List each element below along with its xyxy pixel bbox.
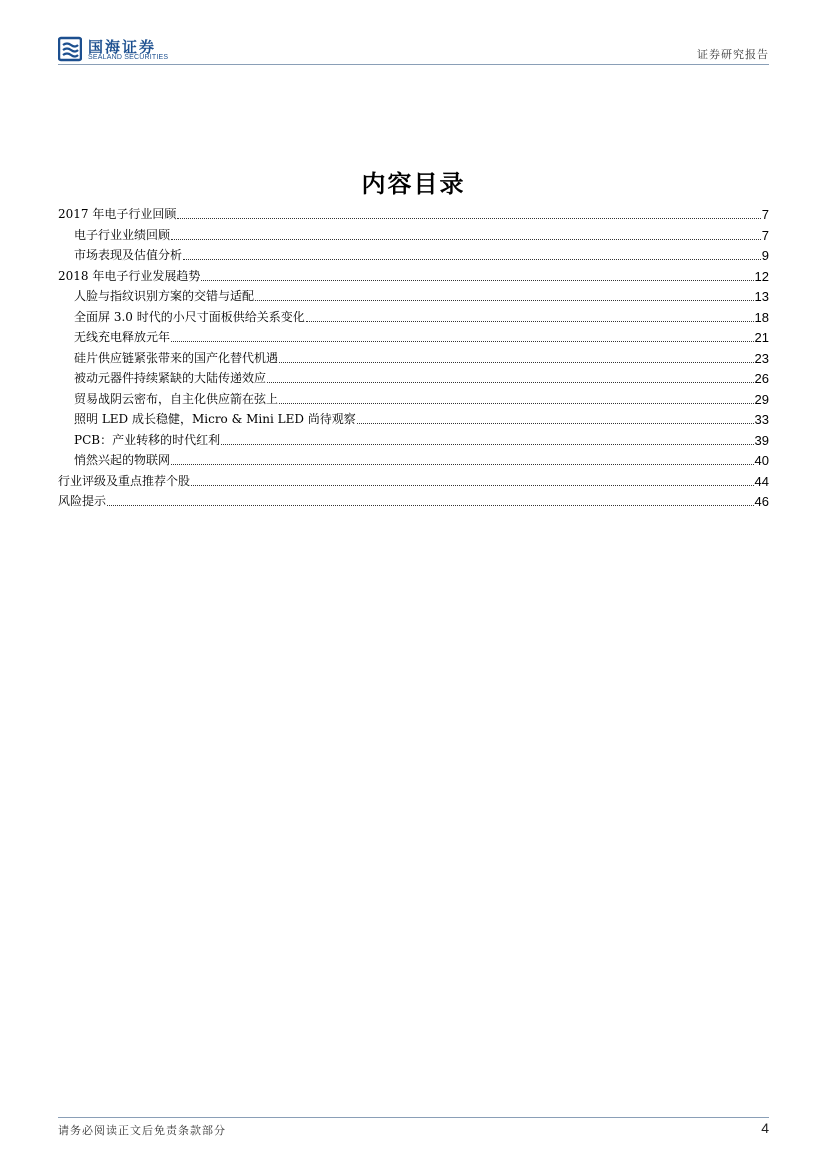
toc-dot-leader xyxy=(201,279,753,281)
toc-entry-page: 40 xyxy=(754,453,769,468)
toc-dot-leader xyxy=(357,422,754,424)
toc-entry-title: 照明 LED 成长稳健，Micro & Mini LED 尚待观察 xyxy=(74,412,356,426)
toc-entry-title: 被动元器件持续紧缺的大陆传递效应 xyxy=(74,371,267,385)
toc-dot-leader xyxy=(183,258,761,260)
toc-dot-leader xyxy=(171,340,754,342)
toc-entry[interactable] xyxy=(58,491,769,509)
toc-entry[interactable] xyxy=(74,389,769,407)
toc-entry-page: 26 xyxy=(754,371,769,386)
toc-dot-leader xyxy=(171,238,761,240)
report-type-label: 证券研究报告 xyxy=(697,48,769,61)
toc-entry[interactable] xyxy=(74,225,769,243)
toc-entry-page: 23 xyxy=(754,350,769,366)
toc-dot-leader xyxy=(191,484,754,486)
toc-entry-page: 18 xyxy=(754,309,769,325)
toc-entry-page: 39 xyxy=(754,432,769,448)
toc-entry[interactable] xyxy=(74,307,769,325)
toc-entry-title: 悄然兴起的物联网 xyxy=(74,453,171,467)
toc-entry[interactable] xyxy=(74,430,769,448)
toc-entry[interactable] xyxy=(74,409,769,427)
toc-dot-leader xyxy=(306,320,754,322)
toc-entry-title: PCB：产业转移的时代红利 xyxy=(74,432,221,447)
toc-entry[interactable] xyxy=(74,348,769,366)
toc-entry-page: 44 xyxy=(754,473,769,489)
toc-entry[interactable] xyxy=(74,368,769,386)
page-header xyxy=(58,34,769,64)
toc-entry-page: 21 xyxy=(754,330,769,345)
logo-chinese-name: 国海证券 xyxy=(88,38,157,56)
toc-dot-leader xyxy=(107,504,754,506)
toc-entry[interactable] xyxy=(58,266,769,284)
toc-entry-page: 7 xyxy=(761,207,769,222)
toc-entry-title: 行业评级及重点推荐个股 xyxy=(58,473,191,488)
toc-entry-page: 13 xyxy=(754,289,769,304)
toc-entry-title: 人脸与指纹识别方案的交错与适配 xyxy=(74,289,255,303)
company-logo xyxy=(58,36,258,64)
footer-divider xyxy=(58,1117,769,1118)
toc-entry-title: 全面屏 3.0 时代的小尺寸面板供给关系变化 xyxy=(74,309,305,324)
header-divider xyxy=(58,64,769,65)
toc-entry-title: 硅片供应链紧张带来的国产化替代机遇 xyxy=(74,350,279,365)
toc-dot-leader xyxy=(279,361,754,363)
toc-entry[interactable] xyxy=(58,204,769,222)
toc-entry[interactable] xyxy=(74,327,769,345)
toc-dot-leader xyxy=(177,217,760,219)
toc-entry-page: 7 xyxy=(761,227,769,243)
toc-entry[interactable] xyxy=(58,471,769,489)
toc-dot-leader xyxy=(279,402,754,404)
toc-entry-title: 2017 年电子行业回顾 xyxy=(58,207,177,221)
toc-entry-title: 无线充电释放元年 xyxy=(74,330,171,344)
toc-entry-page: 33 xyxy=(754,412,769,427)
toc-entry-title: 2018 年电子行业发展趋势 xyxy=(58,268,201,283)
toc-entry-title: 风险提示 xyxy=(58,494,107,508)
sealand-logo-icon xyxy=(58,36,82,62)
toc-entry[interactable] xyxy=(74,245,769,263)
toc-entry-page: 46 xyxy=(754,494,769,509)
toc-entry-page: 12 xyxy=(754,268,769,284)
toc-entry-page: 9 xyxy=(761,248,769,263)
toc-dot-leader xyxy=(171,463,754,465)
toc-entry-title: 电子行业业绩回顾 xyxy=(74,227,171,242)
page-number: 4 xyxy=(761,1120,769,1136)
logo-english-name: SEALAND SECURITIES xyxy=(88,54,169,61)
toc-title: 内容目录 xyxy=(361,170,466,198)
toc-dot-leader xyxy=(267,381,754,383)
toc-entry-title: 贸易战阴云密布，自主化供应箭在弦上 xyxy=(74,391,279,406)
toc-entry-title: 市场表现及估值分析 xyxy=(74,248,183,262)
footer-disclaimer: 请务必阅读正文后免责条款部分 xyxy=(58,1124,226,1137)
toc-entry[interactable] xyxy=(74,450,769,468)
toc-dot-leader xyxy=(221,443,753,445)
toc-entry-page: 29 xyxy=(754,391,769,407)
toc-dot-leader xyxy=(255,299,754,301)
toc-entry[interactable] xyxy=(74,286,769,304)
